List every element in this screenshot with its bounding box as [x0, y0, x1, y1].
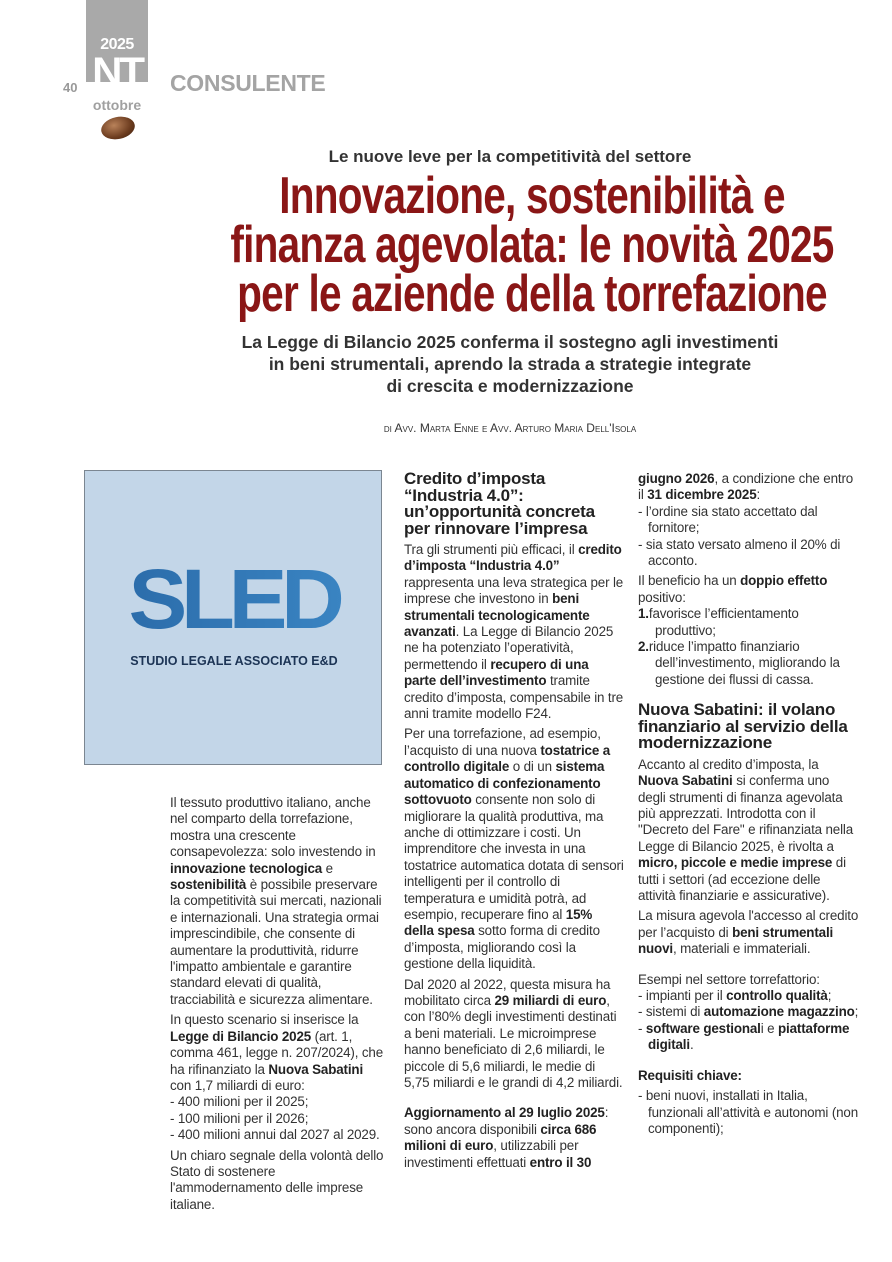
text: Accanto al credito d’imposta, la	[638, 756, 819, 772]
list-item	[638, 1004, 860, 1020]
text: , materiali e immateriali.	[672, 941, 811, 957]
article-title	[212, 167, 852, 323]
bold-text: Aggiornamento al 29 luglio 2025	[404, 1105, 605, 1121]
section-heading	[638, 702, 860, 752]
paragraph	[638, 757, 860, 905]
text: Dal 2020 al 2022, questa misura ha mobilitato circa	[404, 976, 611, 1008]
title-line: finanza agevolata: le novità 2025	[230, 216, 834, 274]
text: e	[322, 860, 333, 876]
bold-text: beni strumentali tecnologicamente avanzati	[404, 591, 590, 640]
text: è possibile preservare la competitività sui mercati, nazionali e internazionali. Una strategia ormai imprescindibile, che consente di aumentare la produttività, ridurre l'impatto ambientale e garantire standard elevati di qualità, tracciabilità e sicurezza alimentare.	[170, 877, 382, 1007]
paragraph	[638, 1068, 860, 1084]
text: rappresenta una leva strategica per le imprese che investono in	[404, 574, 624, 607]
paragraph	[638, 471, 860, 504]
text: In questo scenario si inserisce la	[170, 1012, 359, 1028]
text: .	[689, 1037, 694, 1053]
text: , utilizzabili per investimenti effettuati	[404, 1138, 579, 1170]
paragraph	[404, 726, 624, 972]
bold-text: piattaforme digitali	[648, 1020, 850, 1053]
text: ;	[827, 988, 832, 1004]
column-2	[404, 471, 624, 1175]
text: o di un	[509, 759, 556, 775]
logo-tagline: STUDIO LEGALE ASSOCIATO E&D	[130, 654, 338, 668]
text: Esempi nel settore torrefattorio:	[638, 971, 820, 987]
text: tramite credito d’imposta, compensabile in tre anni tramite modello F24.	[404, 673, 624, 722]
article-subtitle	[170, 331, 850, 397]
text: . La Legge di Bilancio 2025 ne ha potenziato l’operatività, permettendo il	[404, 624, 614, 672]
bold-text: 1.	[638, 606, 649, 622]
text: con 1,7 miliardi di euro:	[170, 1077, 305, 1093]
list-item	[638, 537, 860, 570]
paragraph	[404, 542, 624, 722]
bold-text: credito d’imposta “Industria 4.0”	[404, 542, 622, 574]
list-item	[638, 639, 860, 688]
bold-text: 31 dicembre 2025	[647, 487, 757, 503]
text: - 400 milioni annui dal 2027 al 2029.	[170, 1127, 380, 1143]
list-item	[638, 988, 860, 1004]
bold-text: circa 686 milioni di euro	[404, 1121, 597, 1154]
bold-text: micro, piccole e medie imprese	[638, 855, 833, 871]
bold-text: 29 miliardi di euro	[494, 992, 607, 1008]
text: - 100 milioni per il 2026;	[170, 1110, 309, 1126]
page-number: 40	[63, 80, 78, 95]
list-item	[170, 1111, 386, 1127]
text: favorisce l’efficientamento produttivo;	[648, 606, 799, 638]
bold-text: sostenibilità	[170, 877, 247, 893]
text: Un chiaro segnale della volontà dello Stato di sostenere l'ammodernamento delle imprese italiane.	[170, 1147, 384, 1212]
list-item	[170, 1094, 386, 1110]
text: , a condizione che entro il	[638, 471, 854, 503]
text: - 400 milioni per il 2025;	[170, 1094, 309, 1110]
text: - l’ordine sia stato accettato dal fornitore;	[638, 503, 818, 536]
paragraph	[404, 1105, 624, 1171]
bold-text: Nuova Sabatini: il volano finanziario al servizio della modernizzazione	[638, 700, 848, 753]
bold-text: tostatrice a controllo digitale	[404, 742, 611, 775]
paragraph	[638, 908, 860, 957]
bold-text: innovazione tecnologica	[170, 860, 323, 876]
list-item	[638, 606, 860, 639]
bold-text: Legge di Bilancio 2025	[170, 1028, 312, 1044]
issue-month: ottobre	[92, 97, 142, 113]
text: - sistemi di	[638, 1004, 704, 1020]
list-item	[170, 1127, 386, 1143]
column-1	[170, 795, 386, 1217]
bold-text: Nuova Sabatini	[268, 1061, 364, 1077]
section-label: CONSULENTE	[170, 70, 326, 96]
title-line: per le aziende della torrefazione	[237, 265, 827, 323]
bold-text: beni strumentali nuovi	[638, 924, 834, 957]
text: ;	[854, 1004, 859, 1020]
bold-text: software gestional	[645, 1020, 761, 1036]
bold-text: automazione magazzino	[703, 1004, 855, 1020]
text: La misura agevola l'accesso al credito per l’acquisto di	[638, 908, 859, 940]
paragraph	[170, 1012, 386, 1094]
bold-text: recupero di una parte dell’investimento	[404, 656, 589, 689]
text: - beni nuovi, installati in Italia, funzionali all’attività e autonomi (non componenti);	[638, 1088, 859, 1136]
bold-text: Requisiti chiave:	[638, 1067, 742, 1083]
subtitle-line: La Legge di Bilancio 2025 conferma il sostegno agli investimenti	[241, 332, 779, 352]
coffee-bean-icon	[99, 114, 137, 143]
bold-text: 15% della spesa	[404, 906, 593, 939]
section-heading	[404, 471, 624, 537]
magazine-logo: NT	[92, 50, 142, 94]
byline: di Avv. Marta Enne e Avv. Arturo Maria Dell'Isola	[383, 421, 637, 435]
list-item	[638, 504, 860, 537]
sled-logo-image	[84, 470, 382, 765]
text: positivo:	[638, 589, 686, 605]
list-item	[638, 1088, 860, 1137]
text: Il beneficio ha un	[638, 573, 741, 589]
column-3	[638, 471, 860, 1137]
logo-mark: SLED	[105, 559, 362, 639]
issue-year: 2025	[100, 36, 134, 53]
text: Per una torrefazione, ad esempio, l’acquisto di una nuova	[404, 726, 601, 758]
subtitle-line: di crescita e modernizzazione	[386, 376, 634, 396]
bold-text: entro il 30	[529, 1154, 592, 1170]
text: - impianti per il	[638, 988, 727, 1004]
paragraph	[638, 573, 860, 606]
text: si conferma uno degli strumenti di finanza agevolata più apprezzati. Introdotta con il "Decreto del Fare" e rifinanziata nella Legge di Bilancio 2025, è rivolta a	[638, 773, 854, 854]
text: Il tessuto produttivo italiano, anche nel comparto della torrefazione, mostra una crescente consapevolezza: solo investendo in	[170, 795, 376, 860]
title-line: Innovazione, sostenibilità e	[279, 167, 785, 225]
article-kicker: Le nuove leve per la competitività del settore	[328, 147, 692, 166]
paragraph	[170, 1148, 386, 1214]
text: , con l’80% degli investimenti destinati a beni materiali. Le microimprese hanno beneficiato di 2,6 miliardi, le piccole di 5,6 miliardi, le medie di 5,75 miliardi e le grandi di 4,2 miliardi.	[404, 992, 623, 1090]
bold-text: sistema automatico di confezionamento sottovuoto	[404, 759, 605, 808]
paragraph	[404, 977, 624, 1092]
subtitle-line: in beni strumentali, aprendo la strada a strategie integrate	[268, 354, 752, 374]
text: Tra gli strumenti più efficaci, il	[404, 542, 579, 557]
bold-text: giugno 2026	[638, 471, 715, 486]
bold-text: Nuova Sabatini	[638, 773, 733, 789]
paragraph	[170, 795, 386, 1008]
text: :	[756, 487, 761, 503]
text: i e	[760, 1020, 779, 1036]
text: (art. 1, comma 461, legge n. 207/2024), che ha rifinanziato la	[170, 1028, 384, 1077]
text: riduce l’impatto finanziario dell’investimento, migliorando la gestione dei flussi di cassa.	[648, 639, 840, 687]
text: di tutti i settori (ad eccezione delle attività finanziarie e assicurative).	[638, 855, 846, 904]
text: -	[638, 1020, 646, 1036]
bold-text: Credito d’imposta “Industria 4.0”: un’opportunità concreta per rinnovare l’impresa	[404, 469, 595, 538]
bold-text: doppio effetto	[740, 573, 828, 589]
text: : sono ancora disponibili	[404, 1105, 609, 1137]
paragraph	[638, 972, 860, 988]
text: consente non solo di migliorare la qualità produttiva, ma anche di ottimizzare i costi. Un imprenditore che investa in una tostatrice automatica dotata di sensori intelligenti per il controllo di temperatura e umidità potrà, ad esempio, recuperare fino al	[404, 792, 624, 922]
text: sotto forma di credito d’imposta, migliorando così la gestione della liquidità.	[404, 923, 600, 972]
text: - sia stato versato almeno il 20% di acconto.	[638, 536, 841, 569]
bold-text: 2.	[638, 639, 649, 655]
list-item	[638, 1021, 860, 1054]
bold-text: controllo qualità	[726, 988, 828, 1004]
